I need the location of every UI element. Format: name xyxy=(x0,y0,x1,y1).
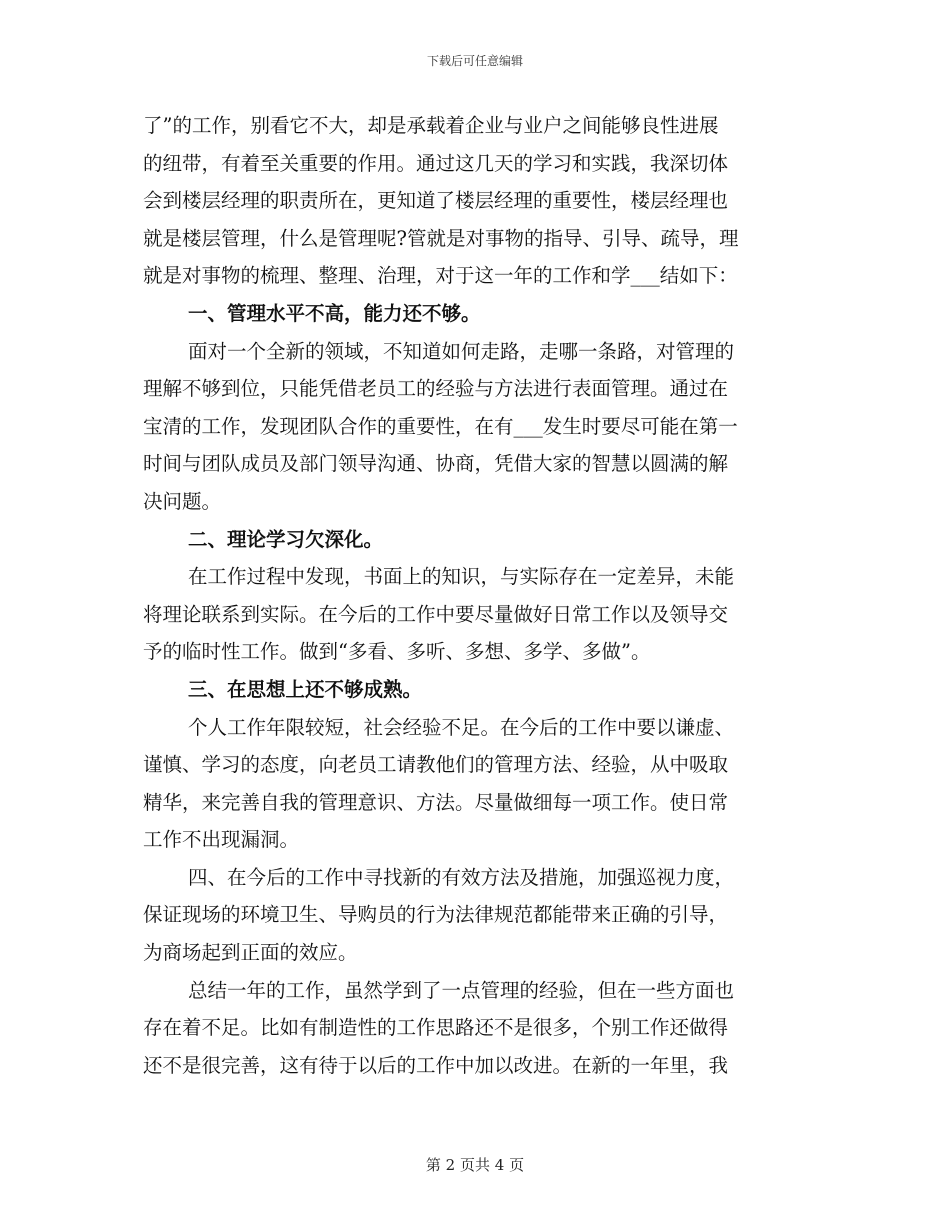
paragraph-line: 总结一年的工作，虽然学到了一点管理的经验，但在一些方面也 xyxy=(188,978,735,1002)
paragraph-line: 决问题。 xyxy=(143,489,222,513)
document-body xyxy=(143,107,808,1084)
paragraph-line: 了”的工作，别看它不大，却是承载着企业与业户之间能够良性进展 xyxy=(143,114,719,137)
paragraph-line: 予的临时性工作。做到“多看、多听、多想、多学、多做”。 xyxy=(143,640,651,664)
paragraph-line: 将理论联系到实际。在今后的工作中要尽量做好日常工作以及领导交 xyxy=(143,602,729,626)
section-heading: 一、管理水平不高，能力还不够。 xyxy=(188,301,481,325)
paragraph-line: 宝清的工作，发现团队合作的重要性，在有___发生时要尽可能在第一 xyxy=(143,414,738,438)
paragraph-line: 的纽带，有着至关重要的作用。通过这几天的学习和实践，我深切体 xyxy=(143,151,729,175)
paragraph-line: 谨慎、学习的态度，向老员工请教他们的管理方法、经验，从中吸取 xyxy=(143,753,729,777)
paragraph-line: 精华，来完善自我的管理意识、方法。尽量做细每一项工作。使日常 xyxy=(143,790,729,814)
paragraph-line: 还不是很完善，这有待于以后的工作中加以改进。在新的一年里，我 xyxy=(143,1053,729,1077)
paragraph-line: 保证现场的环境卫生、导购员的行为法律规范都能带来正确的引导， xyxy=(143,903,729,927)
page-footer: 第 2 页共 4 页 xyxy=(425,1156,525,1174)
paragraph-line: 存在着不足。比如有制造性的工作思路还不是很多，个别工作还做得 xyxy=(143,1016,729,1040)
section-heading: 三、在思想上还不够成熟。 xyxy=(188,677,423,701)
paragraph-line: 面对一个全新的领域，不知道如何走路，走哪一条路，对管理的 xyxy=(188,339,735,363)
paragraph-line: 四、在今后的工作中寻找新的有效方法及措施，加强巡视力度， xyxy=(188,865,735,889)
paragraph-line: 为商场起到正面的效应。 xyxy=(143,941,358,965)
paragraph-line: 时间与团队成员及部门领导沟通、协商，凭借大家的智慧以圆满的解 xyxy=(143,452,729,476)
paragraph-line: 工作不出现漏洞。 xyxy=(143,828,300,852)
paragraph-line: 就是对事物的梳理、整理、治理，对于这一年的工作和学___结如下： xyxy=(143,264,738,288)
paragraph-line: 个人工作年限较短，社会经验不足。在今后的工作中要以谦虚、 xyxy=(188,715,735,739)
page-header: 下载后可任意编辑 xyxy=(426,54,523,68)
paragraph-line: 就是楼层管理，什么是管理呢?管就是对事物的指导、引导、疏导，理 xyxy=(143,226,739,250)
paragraph-line: 会到楼层经理的职责所在，更知道了楼层经理的重要性，楼层经理也 xyxy=(143,189,729,213)
section-heading: 二、理论学习欠深化。 xyxy=(188,527,384,551)
paragraph-line: 在工作过程中发现，书面上的知识，与实际存在一定差异，未能 xyxy=(188,565,735,589)
paragraph-line: 理解不够到位，只能凭借老员工的经验与方法进行表面管理。通过在 xyxy=(143,377,729,401)
